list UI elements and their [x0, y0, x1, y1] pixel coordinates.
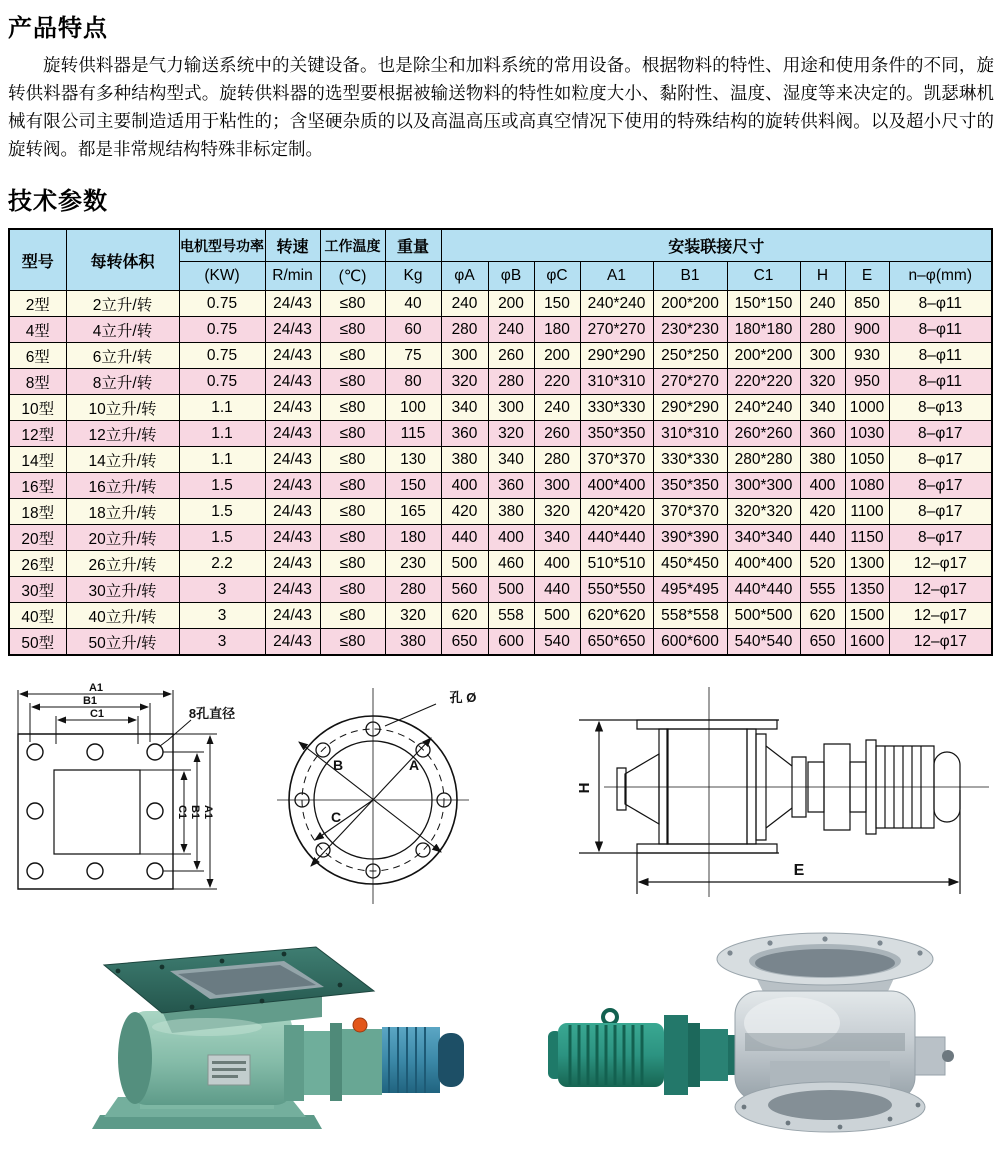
- table-cell: ≤80: [320, 525, 385, 551]
- dim-label-b: B: [333, 757, 344, 773]
- table-cell: 520: [800, 551, 845, 577]
- dim-label-a: A: [409, 757, 420, 773]
- table-cell: 440: [534, 577, 580, 603]
- table-cell: 8–φ17: [889, 473, 992, 499]
- table-cell: 930: [845, 343, 889, 369]
- table-cell: 4立升/转: [66, 317, 179, 343]
- rotary-feeder-photo-green: [22, 919, 472, 1141]
- table-cell: 12–φ17: [889, 629, 992, 656]
- table-cell: 1100: [845, 499, 889, 525]
- table-cell: 558: [488, 603, 534, 629]
- table-cell: 20型: [9, 525, 66, 551]
- table-cell: 1350: [845, 577, 889, 603]
- table-cell: 280: [534, 447, 580, 473]
- dim-label-h: H: [576, 782, 593, 794]
- table-cell: 24/43: [265, 395, 320, 421]
- table-cell: 320: [385, 603, 441, 629]
- table-cell: 12立升/转: [66, 421, 179, 447]
- table-cell: 1.1: [179, 421, 265, 447]
- table-cell: ≤80: [320, 421, 385, 447]
- table-cell: 75: [385, 343, 441, 369]
- table-row: [9, 551, 992, 577]
- dim-label-a1-right: A1: [202, 804, 214, 820]
- table-cell: 8–φ17: [889, 447, 992, 473]
- table-cell: 400: [441, 473, 488, 499]
- table-cell: 360: [488, 473, 534, 499]
- table-cell: 260: [534, 421, 580, 447]
- table-cell: 2立升/转: [66, 291, 179, 317]
- col-e: E: [845, 262, 889, 291]
- table-cell: 330*330: [653, 447, 727, 473]
- table-cell: 340: [534, 525, 580, 551]
- col-model: 型号: [9, 229, 66, 291]
- table-row: [9, 447, 992, 473]
- table-cell: 370*370: [653, 499, 727, 525]
- table-cell: 280*280: [727, 447, 800, 473]
- col-weight-unit: Kg: [385, 262, 441, 291]
- table-cell: 380: [441, 447, 488, 473]
- table-cell: 80: [385, 369, 441, 395]
- table-cell: 300: [800, 343, 845, 369]
- table-cell: 320: [800, 369, 845, 395]
- table-cell: 600: [488, 629, 534, 656]
- table-cell: 280: [441, 317, 488, 343]
- table-cell: 200*200: [727, 343, 800, 369]
- table-cell: 240: [534, 395, 580, 421]
- table-cell: 180*180: [727, 317, 800, 343]
- table-cell: 600*600: [653, 629, 727, 656]
- table-cell: 300*300: [727, 473, 800, 499]
- table-cell: 24/43: [265, 369, 320, 395]
- table-cell: 24/43: [265, 499, 320, 525]
- table-cell: 440: [441, 525, 488, 551]
- table-cell: 240: [800, 291, 845, 317]
- table-cell: 250*250: [653, 343, 727, 369]
- table-cell: 0.75: [179, 317, 265, 343]
- table-row: [9, 317, 992, 343]
- table-cell: 12–φ17: [889, 551, 992, 577]
- table-cell: 8–φ17: [889, 525, 992, 551]
- table-cell: ≤80: [320, 577, 385, 603]
- table-cell: 1500: [845, 603, 889, 629]
- table-cell: 14立升/转: [66, 447, 179, 473]
- table-cell: 280: [488, 369, 534, 395]
- table-cell: 1000: [845, 395, 889, 421]
- table-cell: 550*550: [580, 577, 653, 603]
- table-cell: 6型: [9, 343, 66, 369]
- table-cell: 400: [534, 551, 580, 577]
- table-cell: ≤80: [320, 317, 385, 343]
- table-cell: 558*558: [653, 603, 727, 629]
- table-cell: 24/43: [265, 629, 320, 656]
- table-cell: 18型: [9, 499, 66, 525]
- table-cell: 1600: [845, 629, 889, 656]
- table-cell: 1.1: [179, 395, 265, 421]
- table-cell: 420: [441, 499, 488, 525]
- table-cell: 40立升/转: [66, 603, 179, 629]
- rotary-valve-photo-steel: [530, 911, 990, 1141]
- table-cell: ≤80: [320, 499, 385, 525]
- table-cell: 24/43: [265, 551, 320, 577]
- table-cell: 320*320: [727, 499, 800, 525]
- table-cell: 150: [534, 291, 580, 317]
- technical-drawings: [8, 682, 1000, 907]
- table-cell: 20立升/转: [66, 525, 179, 551]
- table-cell: 420*420: [580, 499, 653, 525]
- table-cell: 12–φ17: [889, 577, 992, 603]
- dim-label-b1-top: B1: [82, 695, 98, 707]
- col-h: H: [800, 262, 845, 291]
- table-cell: 16型: [9, 473, 66, 499]
- table-cell: 240: [488, 317, 534, 343]
- table-cell: 8–φ11: [889, 317, 992, 343]
- table-cell: 8–φ11: [889, 343, 992, 369]
- table-row: [9, 525, 992, 551]
- table-cell: 220*220: [727, 369, 800, 395]
- table-cell: 1.5: [179, 499, 265, 525]
- table-cell: 24/43: [265, 603, 320, 629]
- table-cell: 8立升/转: [66, 369, 179, 395]
- table-cell: 240*240: [727, 395, 800, 421]
- table-cell: 850: [845, 291, 889, 317]
- table-cell: 400: [800, 473, 845, 499]
- dim-label-e: E: [793, 862, 805, 879]
- table-cell: 620: [441, 603, 488, 629]
- table-cell: 650*650: [580, 629, 653, 656]
- table-cell: 4型: [9, 317, 66, 343]
- table-cell: 280: [385, 577, 441, 603]
- table-cell: 290*290: [653, 395, 727, 421]
- dim-label-c: C: [331, 809, 342, 825]
- table-cell: 115: [385, 421, 441, 447]
- table-cell: 16立升/转: [66, 473, 179, 499]
- table-row: [9, 421, 992, 447]
- table-cell: 50立升/转: [66, 629, 179, 656]
- table-cell: 270*270: [580, 317, 653, 343]
- table-cell: 500: [534, 603, 580, 629]
- table-cell: 26立升/转: [66, 551, 179, 577]
- table-cell: 0.75: [179, 369, 265, 395]
- table-cell: 400*400: [580, 473, 653, 499]
- table-cell: 10型: [9, 395, 66, 421]
- table-cell: 230: [385, 551, 441, 577]
- table-cell: ≤80: [320, 629, 385, 656]
- table-cell: 540*540: [727, 629, 800, 656]
- table-cell: 340: [800, 395, 845, 421]
- table-cell: 360: [441, 421, 488, 447]
- col-speed: 转速: [265, 229, 320, 262]
- table-cell: 320: [534, 499, 580, 525]
- table-row: [9, 577, 992, 603]
- square-flange-drawing: [8, 682, 243, 907]
- table-cell: 14型: [9, 447, 66, 473]
- table-cell: 8–φ17: [889, 499, 992, 525]
- table-cell: 230*230: [653, 317, 727, 343]
- table-cell: 310*310: [653, 421, 727, 447]
- table-cell: 180: [385, 525, 441, 551]
- table-cell: 650: [800, 629, 845, 656]
- table-cell: 200*200: [653, 291, 727, 317]
- table-cell: 0.75: [179, 343, 265, 369]
- table-cell: 400*400: [727, 551, 800, 577]
- table-cell: 3: [179, 577, 265, 603]
- table-cell: 12–φ17: [889, 603, 992, 629]
- table-cell: 12型: [9, 421, 66, 447]
- col-a1: A1: [580, 262, 653, 291]
- dim-label-b1-right: B1: [189, 804, 201, 820]
- table-cell: 1150: [845, 525, 889, 551]
- col-speed-unit: R/min: [265, 262, 320, 291]
- table-cell: 3: [179, 629, 265, 656]
- table-cell: 540: [534, 629, 580, 656]
- specs-section-title: 技术参数: [8, 188, 108, 215]
- table-cell: 270*270: [653, 369, 727, 395]
- table-cell: 290*290: [580, 343, 653, 369]
- table-cell: 60: [385, 317, 441, 343]
- table-cell: 1080: [845, 473, 889, 499]
- table-cell: 300: [534, 473, 580, 499]
- table-cell: 26型: [9, 551, 66, 577]
- callout-hole-dia: 孔 Ø: [449, 690, 477, 705]
- table-cell: 400: [488, 525, 534, 551]
- table-row: [9, 473, 992, 499]
- table-cell: ≤80: [320, 551, 385, 577]
- table-row: [9, 291, 992, 317]
- col-mount-dims: 安装联接尺寸: [441, 229, 992, 262]
- table-row: [9, 629, 992, 656]
- table-cell: 320: [488, 421, 534, 447]
- table-cell: 2型: [9, 291, 66, 317]
- table-cell: ≤80: [320, 291, 385, 317]
- table-cell: 390*390: [653, 525, 727, 551]
- table-cell: 950: [845, 369, 889, 395]
- table-cell: 150: [385, 473, 441, 499]
- spec-table-header: [9, 229, 992, 291]
- table-row: [9, 369, 992, 395]
- table-cell: 300: [441, 343, 488, 369]
- table-cell: 300: [488, 395, 534, 421]
- table-cell: 30立升/转: [66, 577, 179, 603]
- table-cell: 320: [441, 369, 488, 395]
- table-cell: 1050: [845, 447, 889, 473]
- table-cell: 180: [534, 317, 580, 343]
- col-temp: 工作温度: [320, 229, 385, 262]
- table-cell: 200: [488, 291, 534, 317]
- table-cell: 620: [800, 603, 845, 629]
- table-cell: 380: [488, 499, 534, 525]
- table-cell: 440*440: [580, 525, 653, 551]
- table-cell: 1.1: [179, 447, 265, 473]
- table-cell: 560: [441, 577, 488, 603]
- table-cell: 1.5: [179, 525, 265, 551]
- table-cell: 340: [441, 395, 488, 421]
- table-cell: 330*330: [580, 395, 653, 421]
- table-cell: ≤80: [320, 603, 385, 629]
- table-cell: 24/43: [265, 317, 320, 343]
- table-cell: 3: [179, 603, 265, 629]
- table-cell: 240*240: [580, 291, 653, 317]
- col-n-phi: n–φ(mm): [889, 262, 992, 291]
- table-cell: 18立升/转: [66, 499, 179, 525]
- valve-side-view-drawing: [509, 682, 999, 907]
- table-cell: 220: [534, 369, 580, 395]
- table-cell: 24/43: [265, 473, 320, 499]
- table-cell: 555: [800, 577, 845, 603]
- table-cell: 500: [441, 551, 488, 577]
- table-cell: 650: [441, 629, 488, 656]
- table-cell: 8–φ17: [889, 421, 992, 447]
- table-cell: 500: [488, 577, 534, 603]
- table-cell: 350*350: [653, 473, 727, 499]
- table-cell: 24/43: [265, 525, 320, 551]
- features-section-title: 产品特点: [8, 15, 108, 42]
- spec-table: [8, 228, 993, 656]
- table-cell: 100: [385, 395, 441, 421]
- table-cell: 510*510: [580, 551, 653, 577]
- table-cell: 900: [845, 317, 889, 343]
- col-power-unit: (KW): [179, 262, 265, 291]
- table-cell: 260: [488, 343, 534, 369]
- col-c1: C1: [727, 262, 800, 291]
- table-cell: 40: [385, 291, 441, 317]
- table-cell: 1300: [845, 551, 889, 577]
- table-cell: 130: [385, 447, 441, 473]
- dim-label-a1-top: A1: [88, 682, 104, 694]
- table-cell: 24/43: [265, 343, 320, 369]
- table-cell: 8–φ11: [889, 291, 992, 317]
- table-cell: 10立升/转: [66, 395, 179, 421]
- table-cell: 440: [800, 525, 845, 551]
- round-flange-drawing: [251, 682, 501, 907]
- table-cell: 360: [800, 421, 845, 447]
- table-cell: ≤80: [320, 473, 385, 499]
- table-cell: 460: [488, 551, 534, 577]
- col-phi-a: φA: [441, 262, 488, 291]
- table-cell: 450*450: [653, 551, 727, 577]
- table-cell: 8型: [9, 369, 66, 395]
- table-cell: 1.5: [179, 473, 265, 499]
- spec-table-body: [9, 291, 992, 656]
- table-cell: 150*150: [727, 291, 800, 317]
- table-cell: 1030: [845, 421, 889, 447]
- table-row: [9, 343, 992, 369]
- table-row: [9, 499, 992, 525]
- table-cell: 6立升/转: [66, 343, 179, 369]
- table-cell: 8–φ11: [889, 369, 992, 395]
- table-cell: 165: [385, 499, 441, 525]
- table-cell: 420: [800, 499, 845, 525]
- table-cell: 2.2: [179, 551, 265, 577]
- table-cell: 380: [385, 629, 441, 656]
- table-row: [9, 395, 992, 421]
- table-cell: 440*440: [727, 577, 800, 603]
- callout-8-holes: 8孔直径: [188, 706, 236, 721]
- table-cell: 8–φ13: [889, 395, 992, 421]
- dim-label-c1-right: C1: [176, 804, 188, 820]
- features-paragraph: 旋转供料器是气力输送系统中的关键设备。也是除尘和加料系统的常用设备。根据物料的特性、用途和使用条件的不同，旋转供料器有多种结构型式。旋转供料器的选型要根据被输送物料的特性如粒度大小、黏附性、温度、湿度等来决定的。凯瑟琳机械有限公司主要制造适用于粘性的；含坚硬杂质的以及高温高压或高真空情况下使用的特殊结构的旋转供料阀。以及超小尺寸的旋转阀。都是非常规结构特殊非标定制。: [8, 55, 994, 159]
- table-cell: ≤80: [320, 343, 385, 369]
- table-cell: 40型: [9, 603, 66, 629]
- dim-label-c1-top: C1: [89, 708, 105, 720]
- table-cell: 24/43: [265, 447, 320, 473]
- table-cell: 30型: [9, 577, 66, 603]
- table-cell: 50型: [9, 629, 66, 656]
- col-temp-unit: (℃): [320, 262, 385, 291]
- table-cell: 620*620: [580, 603, 653, 629]
- table-cell: 340*340: [727, 525, 800, 551]
- table-cell: 200: [534, 343, 580, 369]
- table-cell: ≤80: [320, 447, 385, 473]
- col-weight: 重量: [385, 229, 441, 262]
- product-photos: [0, 911, 1000, 1141]
- table-cell: 24/43: [265, 577, 320, 603]
- table-cell: 310*310: [580, 369, 653, 395]
- table-cell: ≤80: [320, 395, 385, 421]
- table-cell: 370*370: [580, 447, 653, 473]
- table-cell: 0.75: [179, 291, 265, 317]
- col-power: 电机型号功率: [179, 229, 265, 262]
- col-phi-c: φC: [534, 262, 580, 291]
- table-cell: 495*495: [653, 577, 727, 603]
- col-phi-b: φB: [488, 262, 534, 291]
- table-cell: 240: [441, 291, 488, 317]
- table-cell: 24/43: [265, 421, 320, 447]
- table-cell: 280: [800, 317, 845, 343]
- table-cell: 260*260: [727, 421, 800, 447]
- table-cell: ≤80: [320, 369, 385, 395]
- col-volume: 每转体积: [66, 229, 179, 291]
- col-b1: B1: [653, 262, 727, 291]
- table-cell: 350*350: [580, 421, 653, 447]
- table-cell: 380: [800, 447, 845, 473]
- table-cell: 340: [488, 447, 534, 473]
- table-cell: 24/43: [265, 291, 320, 317]
- table-cell: 500*500: [727, 603, 800, 629]
- table-row: [9, 603, 992, 629]
